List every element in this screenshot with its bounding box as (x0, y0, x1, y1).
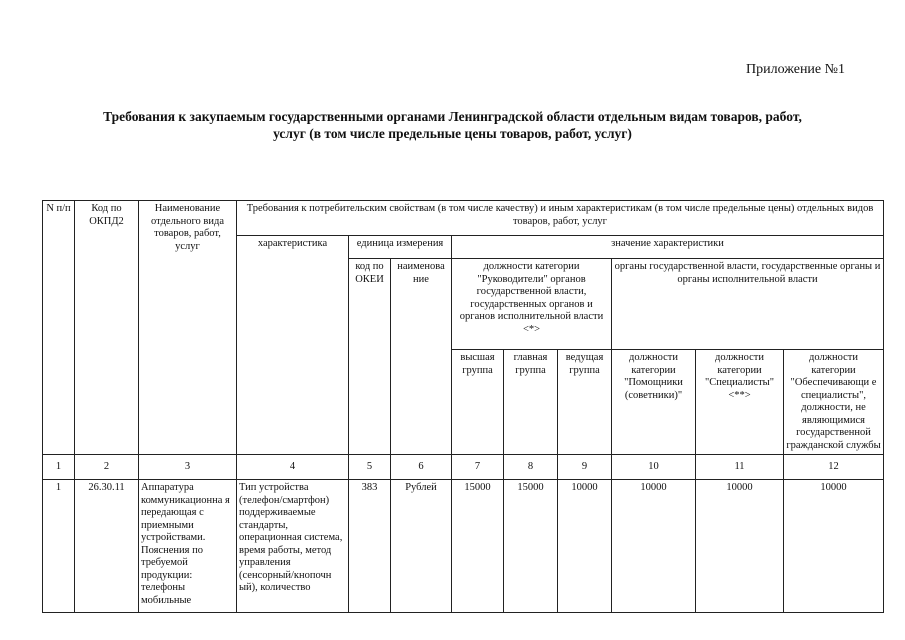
column-number: 8 (504, 455, 558, 480)
row-value-assistants: 10000 (612, 480, 696, 613)
column-number: 3 (139, 455, 237, 480)
header-name: Наименование отдельного вида товаров, работ, услуг (139, 201, 237, 455)
header-main-group: главная группа (504, 350, 558, 455)
row-characteristic: Тип устройства (телефон/смартфон) поддерживаемые стандарты, операционная система, время работы, метод управления (сенсорный/кнопочн ый), количество (237, 480, 349, 613)
header-leading-group: ведущая группа (558, 350, 612, 455)
title-line-2: услуг (в том числе предельные цены товаров, работ, услуг) (273, 126, 632, 141)
header-num: N п/п (43, 201, 75, 455)
header-bodies: органы государственной власти, государственные органы и органы исполнительной власти (612, 259, 884, 350)
document-title (40, 108, 865, 142)
row-unit: Рублей (391, 480, 452, 613)
row-code: 26.30.11 (75, 480, 139, 613)
header-okei: код по ОКЕИ (349, 259, 391, 455)
column-number: 1 (43, 455, 75, 480)
row-value-specialists: 10000 (696, 480, 784, 613)
header-highest-group: высшая группа (452, 350, 504, 455)
column-number: 7 (452, 455, 504, 480)
header-value: значение характеристики (452, 236, 884, 259)
header-requirements: Требования к потребительским свойствам (в том числе качеству) и иным характеристикам (в том числе предельные цены) отдельных видов товаров, работ, услуг (237, 201, 884, 236)
header-unit: единица измерения (349, 236, 452, 259)
header-specialists: должности категории "Специалисты" <**> (696, 350, 784, 455)
column-number: 2 (75, 455, 139, 480)
column-number: 10 (612, 455, 696, 480)
row-name: Аппаратура коммуникационна я передающая с приемными устройствами. Пояснения по требуемой продукции: телефоны мобильные (139, 480, 237, 613)
column-number: 12 (784, 455, 884, 480)
column-number: 6 (391, 455, 452, 480)
row-num: 1 (43, 480, 75, 613)
column-number: 5 (349, 455, 391, 480)
column-number: 11 (696, 455, 784, 480)
title-line-1: Требования к закупаемым государственными органами Ленинградской области отдельным видам товаров, работ, (103, 109, 802, 124)
column-number: 9 (558, 455, 612, 480)
requirements-table (42, 200, 884, 613)
row-value-main: 15000 (504, 480, 558, 613)
row-value-support: 10000 (784, 480, 884, 613)
row-okei: 383 (349, 480, 391, 613)
column-number-row (43, 455, 884, 480)
appendix-label: Приложение №1 (746, 62, 845, 77)
row-value-leading: 10000 (558, 480, 612, 613)
column-number: 4 (237, 455, 349, 480)
table-row (43, 480, 884, 613)
header-support: должности категории "Обеспечивающи е специалисты", должности, не являющимися государственной гражданской службы (784, 350, 884, 455)
header-leaders: должности категории "Руководители" органов государственной власти, государственных органов и органов исполнительной власти <*> (452, 259, 612, 350)
header-code: Код по ОКПД2 (75, 201, 139, 455)
header-unit-name: наименова ние (391, 259, 452, 455)
row-value-highest: 15000 (452, 480, 504, 613)
header-characteristic: характеристика (237, 236, 349, 455)
header-assistants: должности категории "Помощники (советники)" (612, 350, 696, 455)
